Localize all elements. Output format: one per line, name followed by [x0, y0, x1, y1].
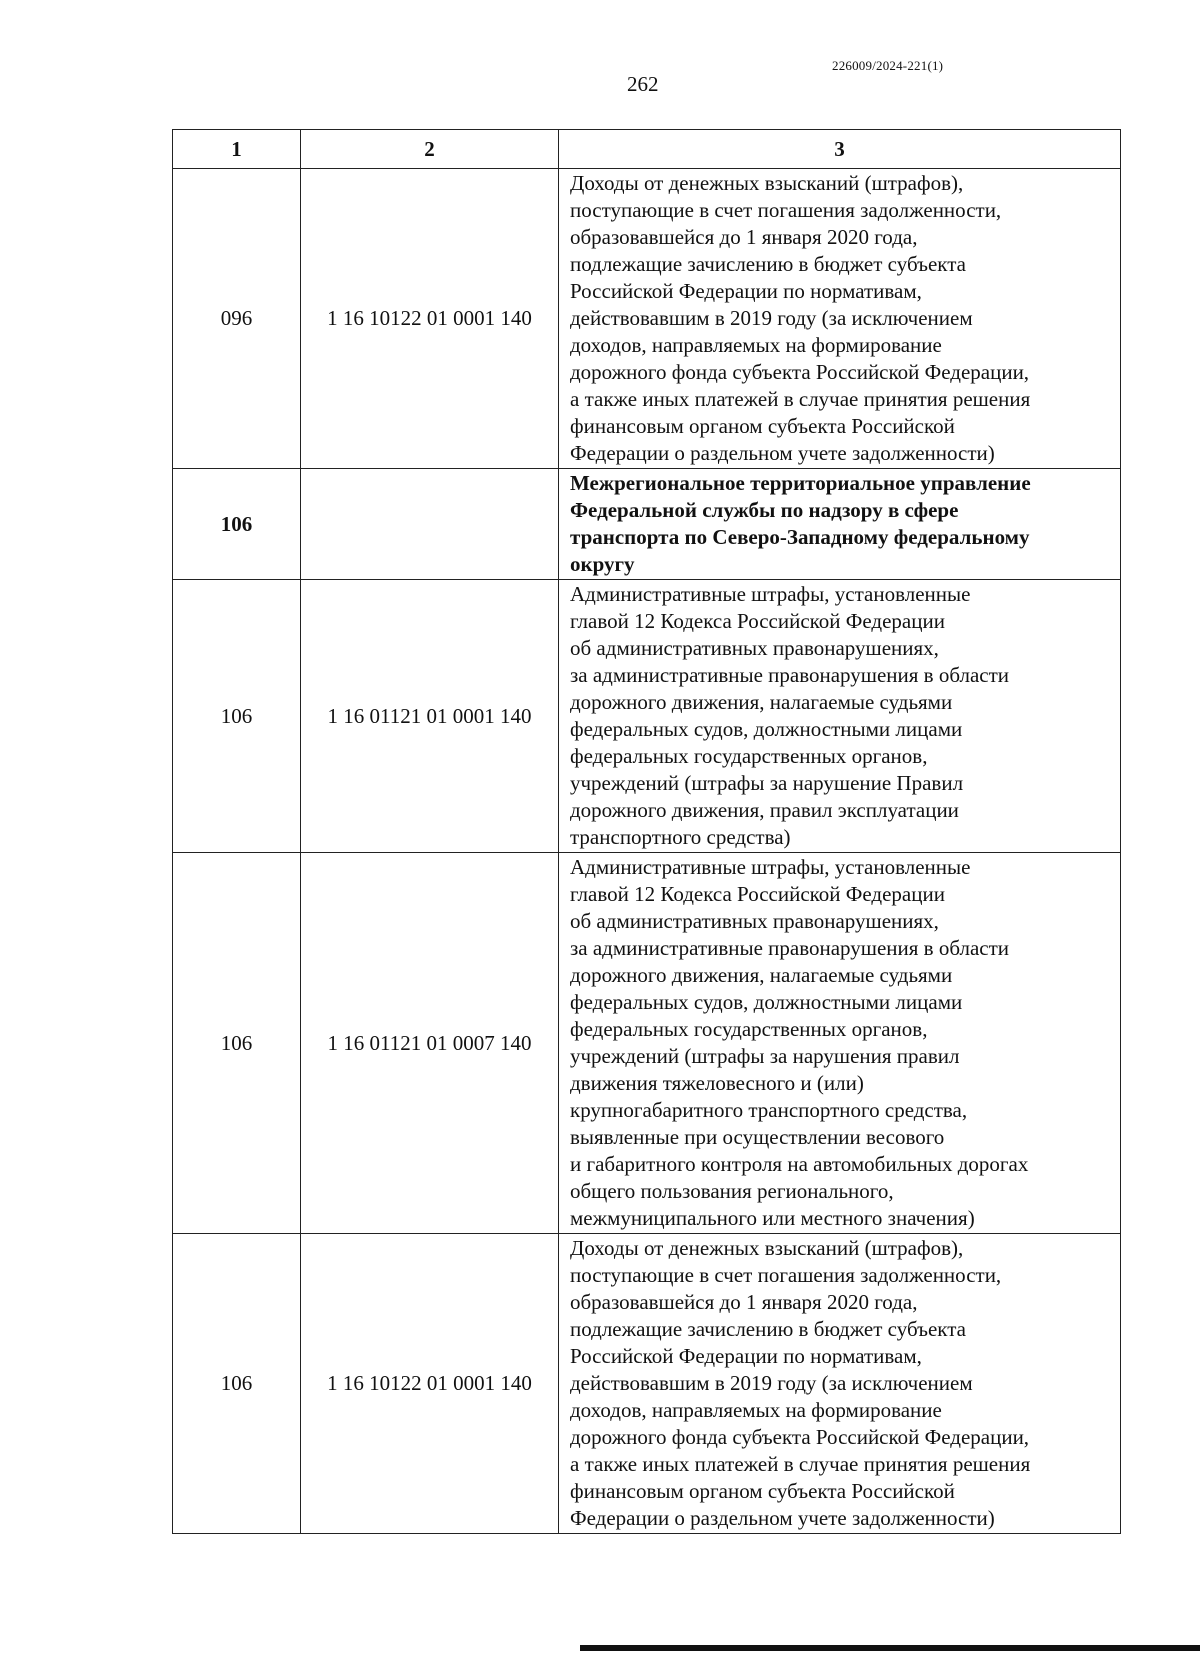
description-line: крупногабаритного транспортного средства,: [570, 1098, 968, 1122]
description-line: действовавшим в 2019 году (за исключением: [570, 1371, 973, 1395]
description-line: дорожного движения, налагаемые судьями: [570, 690, 953, 714]
description-line: а также иных платежей в случае принятия решения: [570, 1452, 1031, 1476]
description-line: Российской Федерации по нормативам,: [570, 1344, 922, 1368]
budget-code-cell: 1 16 10122 01 0001 140: [301, 169, 559, 469]
description-cell: [559, 169, 1121, 469]
description-line: дорожного фонда субъекта Российской Федерации,: [570, 1425, 1030, 1449]
table-row: [173, 853, 1121, 1234]
budget-code-cell: [301, 469, 559, 580]
budget-code-cell: 1 16 01121 01 0007 140: [301, 853, 559, 1234]
administrator-code-cell: 106: [173, 469, 301, 580]
description-line: Межрегиональное территориальное управление: [570, 471, 1031, 495]
table-header-row: [173, 130, 1121, 169]
description-line: федеральных судов, должностными лицами: [570, 990, 963, 1014]
table-row: [173, 169, 1121, 469]
description-line: межмуниципального или местного значения): [570, 1206, 975, 1230]
description-line: главой 12 Кодекса Российской Федерации: [570, 609, 945, 633]
description-line: образовавшейся до 1 января 2020 года,: [570, 1290, 918, 1314]
table-body: [173, 169, 1121, 1534]
description-line: и габаритного контроля на автомобильных дорогах: [570, 1152, 1029, 1176]
table-row: [173, 1234, 1121, 1534]
description-line: Доходы от денежных взысканий (штрафов),: [570, 171, 964, 195]
description-line: а также иных платежей в случае принятия решения: [570, 387, 1031, 411]
description-line: подлежащие зачислению в бюджет субъекта: [570, 252, 966, 276]
budget-code-cell: 1 16 01121 01 0001 140: [301, 580, 559, 853]
column-header-3: 3: [559, 130, 1121, 169]
administrator-code-cell: 096: [173, 169, 301, 469]
description-line: Федерации о раздельном учете задолженности): [570, 1506, 995, 1530]
description-line: финансовым органом субъекта Российской: [570, 1479, 955, 1503]
description-line: подлежащие зачислению в бюджет субъекта: [570, 1317, 966, 1341]
description-line: Административные штрафы, установленные: [570, 582, 971, 606]
description-line: поступающие в счет погашения задолженности,: [570, 198, 1002, 222]
description-line: учреждений (штрафы за нарушение Правил: [570, 771, 964, 795]
description-line: доходов, направляемых на формирование: [570, 333, 942, 357]
description-line: за административные правонарушения в области: [570, 936, 1010, 960]
description-line: федеральных государственных органов,: [570, 744, 928, 768]
description-line: доходов, направляемых на формирование: [570, 1398, 942, 1422]
column-header-2: 2: [301, 130, 559, 169]
description-line: образовавшейся до 1 января 2020 года,: [570, 225, 918, 249]
description-line: Административные штрафы, установленные: [570, 855, 971, 879]
description-line: действовавшим в 2019 году (за исключением: [570, 306, 973, 330]
administrator-code-cell: 106: [173, 1234, 301, 1534]
revenue-classification-table: [172, 129, 1121, 1534]
description-cell: [559, 1234, 1121, 1534]
description-line: федеральных судов, должностными лицами: [570, 717, 963, 741]
description-line: выявленные при осуществлении весового: [570, 1125, 945, 1149]
description-line: дорожного движения, правил эксплуатации: [570, 798, 959, 822]
administrator-code-cell: 106: [173, 580, 301, 853]
description-line: Федерации о раздельном учете задолженности): [570, 441, 995, 465]
document-number: 226009/2024-221(1): [832, 58, 944, 73]
description-line: транспортного средства): [570, 825, 791, 849]
description-line: об административных правонарушениях,: [570, 636, 939, 660]
description-line: дорожного фонда субъекта Российской Федерации,: [570, 360, 1030, 384]
description-line: об административных правонарушениях,: [570, 909, 939, 933]
description-line: транспорта по Северо-Западному федеральному: [570, 525, 1030, 549]
description-line: федеральных государственных органов,: [570, 1017, 928, 1041]
description-line: общего пользования регионального,: [570, 1179, 894, 1203]
description-line: движения тяжеловесного и (или): [570, 1071, 864, 1095]
description-line: учреждений (штрафы за нарушения правил: [570, 1044, 960, 1068]
description-line: главой 12 Кодекса Российской Федерации: [570, 882, 945, 906]
description-cell: [559, 580, 1121, 853]
description-line: за административные правонарушения в области: [570, 663, 1010, 687]
budget-code-cell: 1 16 10122 01 0001 140: [301, 1234, 559, 1534]
column-header-1: 1: [173, 130, 301, 169]
page-number: 262: [627, 72, 659, 96]
description-line: Доходы от денежных взысканий (штрафов),: [570, 1236, 964, 1260]
description-cell: [559, 853, 1121, 1234]
table-row: [173, 469, 1121, 580]
description-line: финансовым органом субъекта Российской: [570, 414, 955, 438]
description-line: Федеральной службы по надзору в сфере: [570, 498, 959, 522]
description-line: Российской Федерации по нормативам,: [570, 279, 922, 303]
description-line: дорожного движения, налагаемые судьями: [570, 963, 953, 987]
administrator-code-cell: 106: [173, 853, 301, 1234]
scan-edge-rule: [580, 1645, 1200, 1651]
description-line: поступающие в счет погашения задолженности,: [570, 1263, 1002, 1287]
table-row: [173, 580, 1121, 853]
description-line: округу: [570, 552, 635, 576]
description-cell: [559, 469, 1121, 580]
